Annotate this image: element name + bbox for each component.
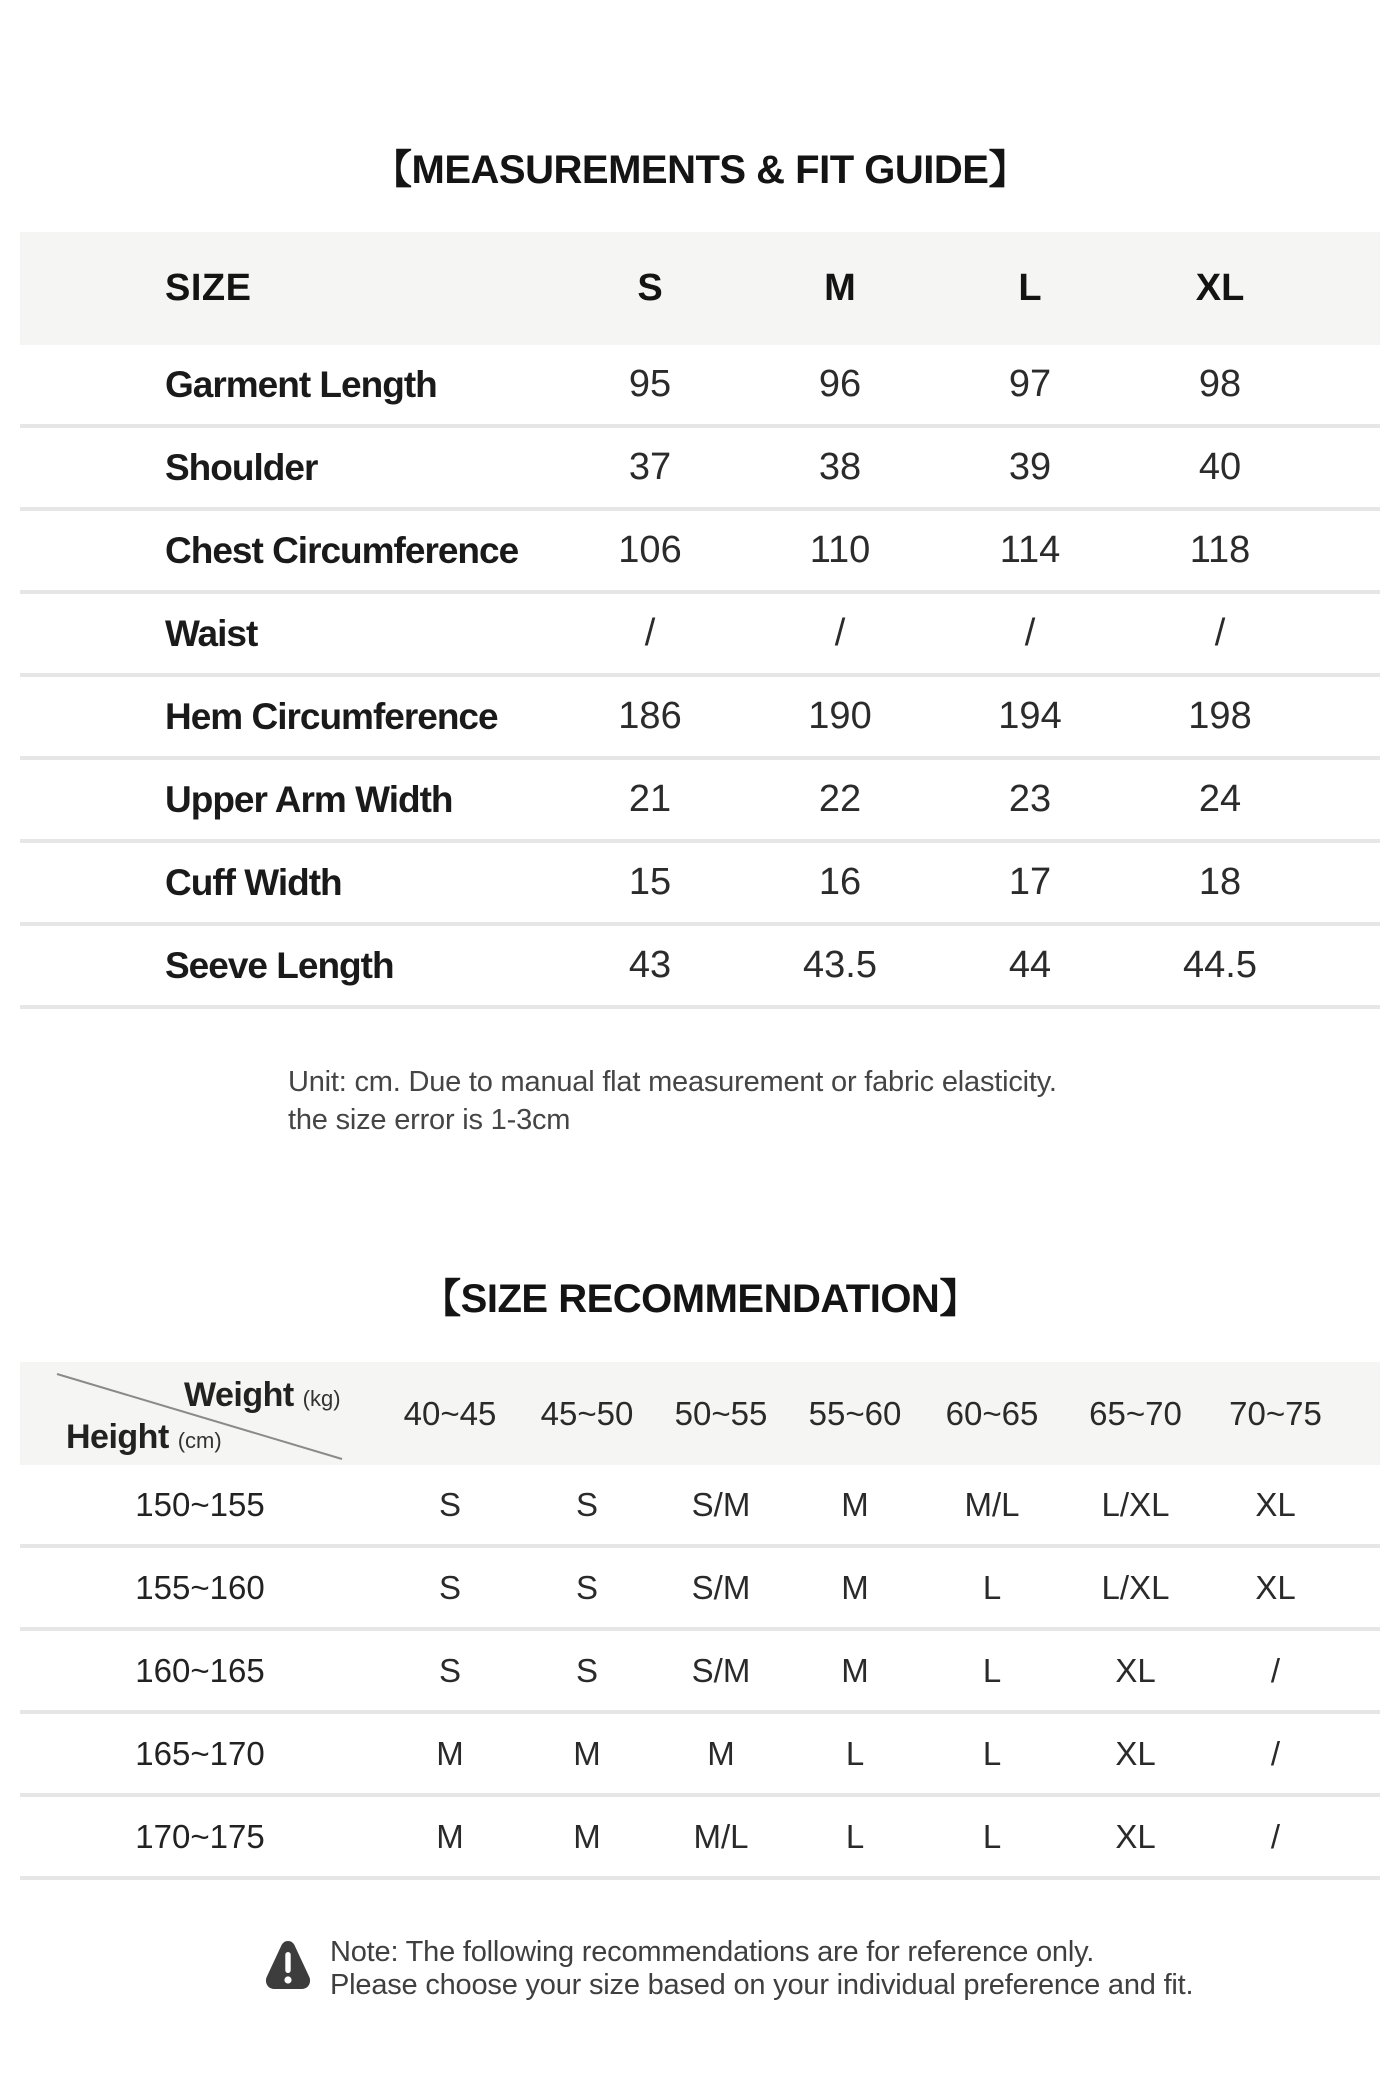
weight-range-header: 70~75 (1229, 1394, 1322, 1432)
warning-icon (264, 1939, 312, 1996)
recommendation-title: 【SIZE RECOMMENDATION】 (421, 1277, 979, 1321)
height-range-label: 160~165 (135, 1651, 265, 1689)
measurement-value: 97 (1008, 363, 1052, 405)
measurement-value: / (834, 612, 846, 654)
table-row (20, 926, 1380, 1009)
measurement-value: 43 (628, 944, 672, 986)
measurement-value: 24 (1198, 778, 1242, 820)
weight-range-header: 50~55 (674, 1394, 768, 1432)
table-row (20, 1797, 1380, 1880)
measurement-value: 43.5 (803, 944, 877, 986)
table-row (20, 843, 1380, 926)
size-recommendation-cell: M/L (964, 1485, 1020, 1523)
table-row (20, 428, 1380, 511)
measurement-value: / (1214, 612, 1226, 654)
size-col-header-m: M (824, 267, 856, 309)
size-recommendation-cell: S/M (691, 1651, 751, 1689)
size-recommendation-cell: XL (1115, 1734, 1156, 1772)
height-range-label: 155~160 (135, 1568, 265, 1606)
table-row (20, 1714, 1380, 1797)
size-recommendation-cell: S (575, 1485, 598, 1523)
size-table-header-row (20, 232, 1380, 345)
measurement-label: Shoulder (165, 446, 318, 488)
measurement-value: 96 (818, 363, 862, 405)
size-recommendation-cell: S/M (691, 1568, 751, 1606)
measurement-value: 39 (1008, 446, 1052, 488)
unit-note (288, 1063, 1057, 1139)
measurement-value: 190 (808, 695, 872, 737)
size-recommendation-cell: XL (1115, 1651, 1156, 1689)
weight-range-header: 65~70 (1089, 1394, 1182, 1432)
recommendation-note-line1: Note: The following recommendations are for reference only. (330, 1936, 1095, 1968)
measurement-value: 38 (818, 446, 862, 488)
weight-axis-label: Weight (kg) (184, 1376, 341, 1414)
measurement-value: 15 (628, 861, 672, 903)
table-row (20, 511, 1380, 594)
recommendation-note-line2: Please choose your size based on your individual preference and fit. (330, 1969, 1194, 2001)
measurement-value: 186 (618, 695, 682, 737)
measurement-value: 18 (1198, 861, 1242, 903)
measurement-label: Waist (165, 612, 258, 654)
size-recommendation-cell: L/XL (1101, 1568, 1170, 1606)
measurement-value: 194 (998, 695, 1062, 737)
measurement-value: 40 (1198, 446, 1242, 488)
size-recommendation-cell: / (1270, 1651, 1281, 1689)
measurement-value: 21 (628, 778, 672, 820)
height-range-label: 170~175 (135, 1817, 265, 1855)
measurement-value: 118 (1189, 529, 1251, 571)
size-recommendation-cell: L/XL (1101, 1485, 1170, 1523)
size-recommendation-cell: M (707, 1734, 735, 1772)
table-row (20, 345, 1380, 428)
size-recommendation-cell: S (575, 1568, 598, 1606)
size-recommendation-cell: XL (1255, 1485, 1296, 1523)
size-recommendation-cell: L (845, 1817, 865, 1855)
measurement-value: 106 (618, 529, 682, 571)
measurement-value: 37 (628, 446, 672, 488)
measurement-value: 44 (1008, 944, 1052, 986)
measurement-value: 110 (809, 529, 871, 571)
size-table-header-label: SIZE (165, 267, 252, 309)
height-axis-label: Height (cm) (66, 1418, 222, 1456)
size-col-header-s: S (637, 267, 663, 309)
measurement-label: Garment Length (165, 363, 437, 405)
recommendation-header-row (20, 1362, 1380, 1465)
measurement-label: Chest Circumference (165, 529, 519, 571)
measurement-label: Cuff Width (165, 861, 342, 903)
measurement-value: 98 (1198, 363, 1242, 405)
size-recommendation-cell: M (573, 1734, 601, 1772)
size-recommendation-cell: L (982, 1568, 1002, 1606)
size-recommendation-cell: S (575, 1651, 598, 1689)
size-recommendation-cell: M (841, 1485, 869, 1523)
measurement-value: / (644, 612, 656, 654)
size-recommendation-cell: S/M (691, 1485, 751, 1523)
size-recommendation-cell: S (438, 1651, 461, 1689)
measurement-value: 22 (818, 778, 862, 820)
weight-range-header: 45~50 (540, 1394, 634, 1432)
size-recommendation-cell: M/L (693, 1817, 749, 1855)
table-row (20, 677, 1380, 760)
size-recommendation-cell: L (982, 1817, 1002, 1855)
height-range-label: 165~170 (135, 1734, 265, 1772)
measurement-value: 16 (818, 861, 862, 903)
measurement-value: 17 (1008, 861, 1052, 903)
size-recommendation-cell: L (982, 1734, 1002, 1772)
size-recommendation-cell: M (841, 1651, 869, 1689)
unit-note-line2: the size error is 1-3cm (288, 1104, 571, 1136)
table-row (20, 760, 1380, 843)
size-measurements-table (20, 232, 1380, 1009)
size-recommendation-cell: S (438, 1568, 461, 1606)
measurement-value: 95 (628, 363, 672, 405)
weight-range-header: 60~65 (945, 1394, 1039, 1432)
measurement-value: 44.5 (1183, 944, 1257, 986)
measurement-value: / (1024, 612, 1036, 654)
size-recommendation-cell: M (841, 1568, 869, 1606)
size-recommendation-cell: XL (1255, 1568, 1296, 1606)
size-recommendation-cell: XL (1115, 1817, 1156, 1855)
size-col-header-xl: XL (1195, 267, 1245, 309)
measurement-value: 198 (1188, 695, 1252, 737)
height-unit: (cm) (177, 1428, 222, 1453)
height-range-label: 150~155 (135, 1485, 265, 1523)
measurement-label: Upper Arm Width (165, 778, 453, 820)
weight-height-corner-cell (20, 1362, 380, 1465)
measurement-label: Hem Circumference (165, 695, 498, 737)
size-recommendation-cell: L (845, 1734, 865, 1772)
size-recommendation-table (20, 1362, 1380, 1880)
table-row (20, 1631, 1380, 1714)
weight-unit: (kg) (302, 1386, 341, 1411)
unit-note-line1: Unit: cm. Due to manual flat measurement or fabric elasticity. (288, 1066, 1057, 1098)
size-recommendation-cell: M (436, 1734, 464, 1772)
measurement-value: 114 (999, 529, 1061, 571)
measurement-label: Seeve Length (165, 944, 394, 986)
table-row (20, 594, 1380, 677)
weight-range-header: 40~45 (403, 1394, 497, 1432)
size-recommendation-cell: M (436, 1817, 464, 1855)
size-col-header-l: L (1018, 267, 1042, 309)
measurement-value: 23 (1008, 778, 1052, 820)
table-row (20, 1548, 1380, 1631)
size-recommendation-cell: S (438, 1485, 461, 1523)
recommendation-note (330, 1936, 1193, 2002)
measurements-title: 【MEASUREMENTS & FIT GUIDE】 (372, 148, 1028, 192)
size-recommendation-cell: M (573, 1817, 601, 1855)
weight-range-header: 55~60 (808, 1394, 902, 1432)
size-recommendation-cell: / (1270, 1734, 1281, 1772)
size-recommendation-cell: L (982, 1651, 1002, 1689)
size-recommendation-cell: / (1270, 1817, 1281, 1855)
table-row (20, 1465, 1380, 1548)
